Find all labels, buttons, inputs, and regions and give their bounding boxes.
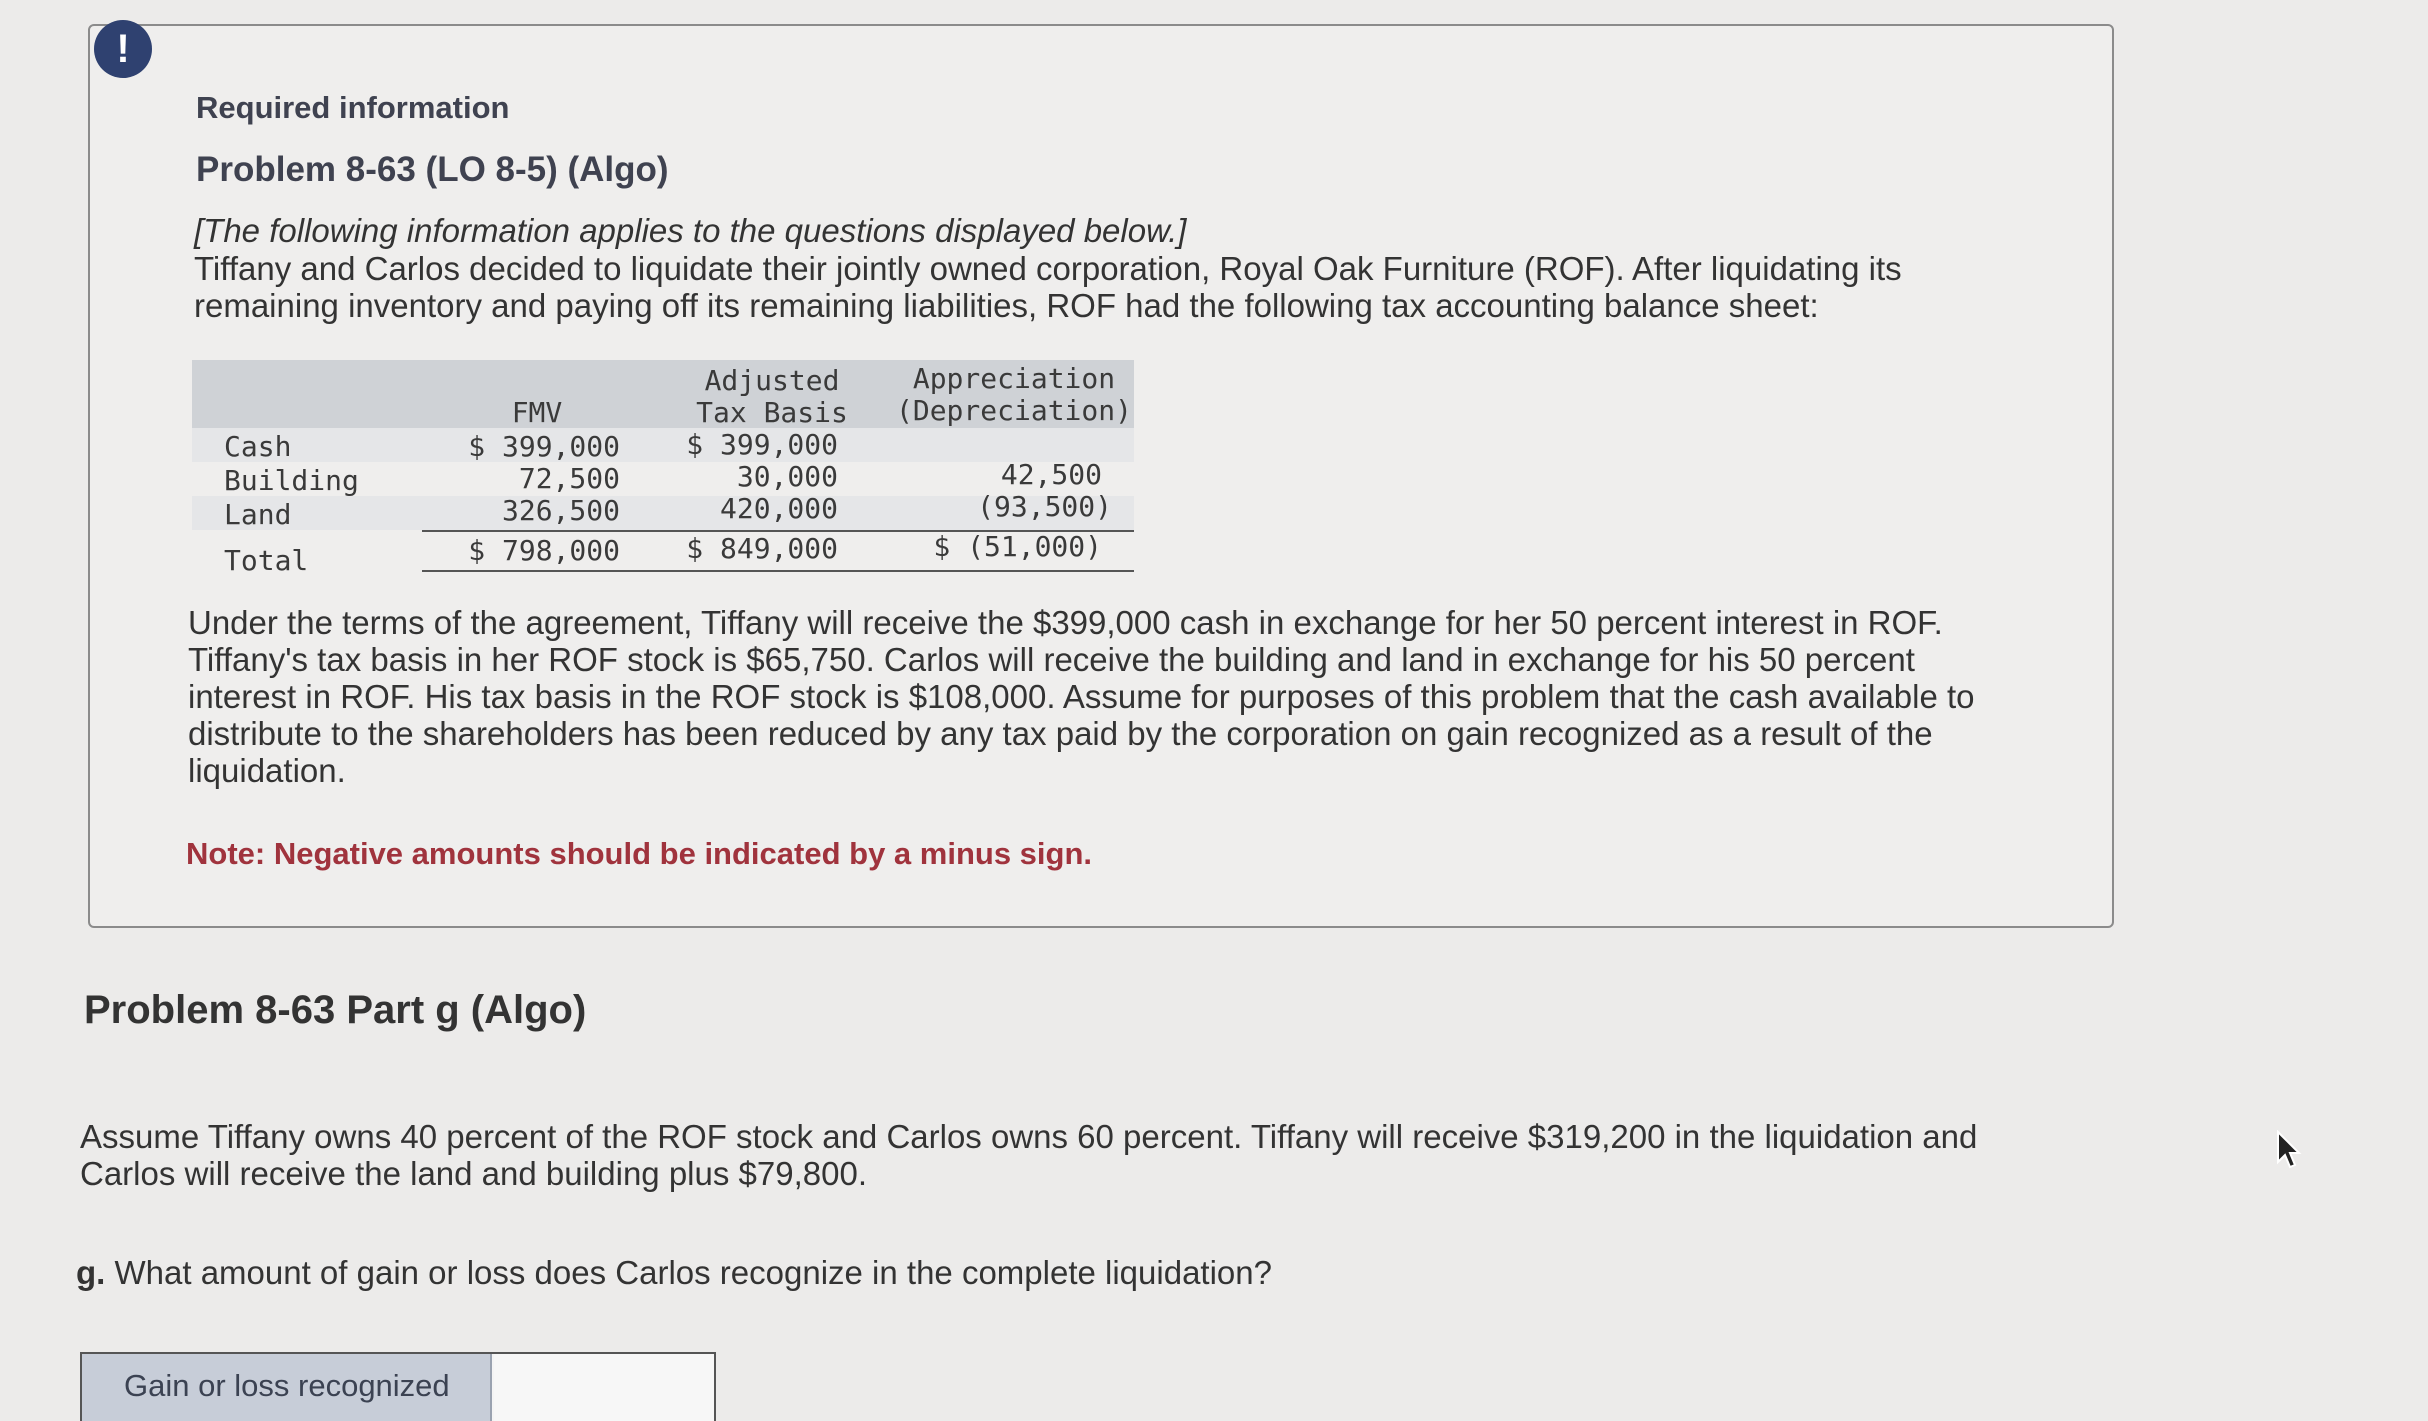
- column-header-appreciation: Appreciation: [912, 362, 1116, 395]
- column-header-fmv: FMV: [511, 396, 563, 429]
- land-appreciation: (93,500): [977, 490, 1112, 523]
- mouse-cursor-icon: [2276, 1130, 2302, 1170]
- balance-sheet-table: [192, 360, 1136, 577]
- problem-title: Problem 8-63 (LO 8-5) (Algo): [196, 150, 669, 189]
- question-text: What amount of gain or loss does Carlos recognize in the complete liquidation?: [114, 1254, 1272, 1291]
- negative-amounts-note: Note: Negative amounts should be indicated by a minus sign.: [186, 836, 1093, 871]
- total-appreciation: $ (51,000): [933, 530, 1102, 563]
- row-label-cash: Cash: [224, 430, 292, 463]
- column-header-depreciation: (Depreciation): [895, 394, 1132, 427]
- building-basis: 30,000: [736, 460, 838, 493]
- cash-fmv: $ 399,000: [468, 430, 620, 463]
- answer-row: [80, 1352, 716, 1421]
- answer-label: Gain or loss recognized: [82, 1354, 492, 1421]
- gain-or-loss-input[interactable]: [494, 1354, 714, 1421]
- agreement-terms-text: Under the terms of the agreement, Tiffany will receive the $399,000 cash in exchange for her 50 percent interest in ROF. Tiffany's tax basis in her ROF stock is $65,750. Carlos will receive the building and land in exchange for his 50 percent interest in ROF. His tax basis in the ROF stock is $108,000. Assume for purposes of this problem that the cash available to distribute to the shareholders has been reduced by any tax paid by the corporation on gain recognized as a result of the liquidation.: [188, 604, 1975, 789]
- total-fmv: $ 798,000: [468, 534, 620, 567]
- row-label-total: Total: [224, 544, 309, 577]
- row-label-building: Building: [224, 464, 359, 497]
- row-label-land: Land: [224, 498, 292, 531]
- total-rule: [422, 570, 1134, 572]
- total-basis: $ 849,000: [686, 532, 838, 565]
- assumption-text: Assume Tiffany owns 40 percent of the ROF stock and Carlos owns 60 percent. Tiffany will receive $319,200 in the liquidation and Carlos will receive the land and building plus $79,800.: [80, 1118, 1978, 1192]
- land-basis: 420,000: [719, 492, 838, 525]
- question-g: [76, 1254, 1272, 1292]
- part-title: Problem 8-63 Part g (Algo): [84, 988, 587, 1032]
- intro-note: [The following information applies to the questions displayed below.]: [194, 212, 1187, 249]
- cash-basis: $ 399,000: [686, 428, 838, 461]
- column-header-tax-basis: Tax Basis: [696, 396, 848, 429]
- building-appreciation: 42,500: [1000, 458, 1102, 491]
- column-header-adjusted: Adjusted: [704, 364, 840, 397]
- alert-icon: !: [94, 20, 152, 78]
- land-fmv: 326,500: [501, 494, 620, 527]
- required-information-heading: Required information: [196, 90, 510, 125]
- building-fmv: 72,500: [518, 462, 620, 495]
- question-letter: g.: [76, 1254, 106, 1291]
- intro-text: Tiffany and Carlos decided to liquidate their jointly owned corporation, Royal Oak Furniture (ROF). After liquidating its remaining inventory and paying off its remaining liabilities, ROF had the following tax accounting balance sheet:: [194, 250, 1902, 324]
